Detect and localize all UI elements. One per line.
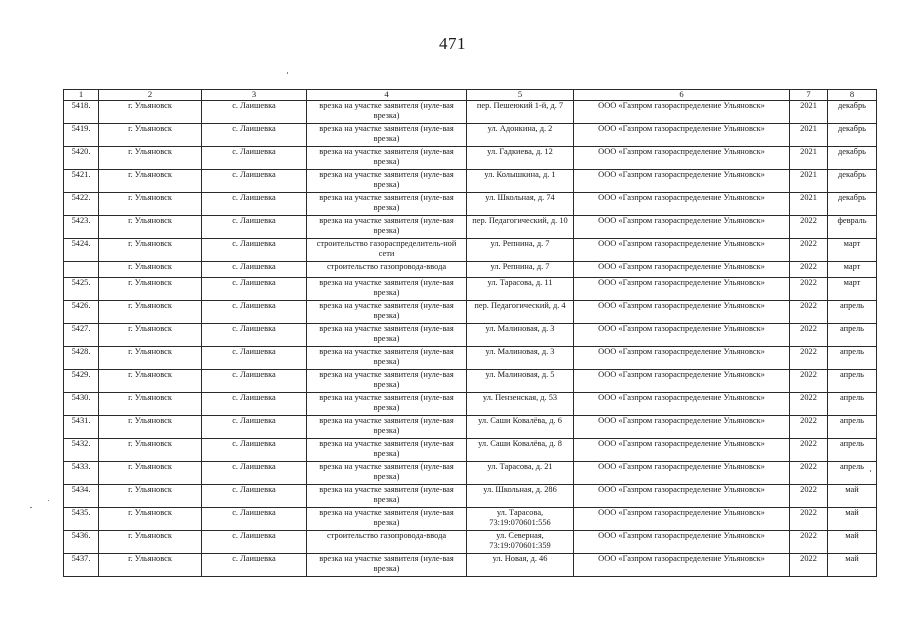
address-cell: ул. Тарасова, д. 11 — [467, 278, 574, 301]
year-cell: 2022 — [790, 508, 828, 531]
address-cell: ул. Тарасова, д. 21 — [467, 462, 574, 485]
work-type-cell: строительство газопровода-ввода — [307, 531, 467, 554]
work-type-cell: врезка на участке заявителя (нуле-вая врезка) — [307, 301, 467, 324]
month-cell: декабрь — [828, 170, 877, 193]
city-cell: г. Ульяновск — [99, 485, 202, 508]
organization-cell: ООО «Газпром газораспределение Ульяновск» — [574, 347, 790, 370]
table-row — [64, 278, 877, 301]
village-cell: с. Лаишевка — [202, 531, 307, 554]
month-cell: апрель — [828, 462, 877, 485]
work-type-cell: строительство газопровода-ввода — [307, 262, 467, 278]
city-cell: г. Ульяновск — [99, 239, 202, 262]
city-cell: г. Ульяновск — [99, 170, 202, 193]
header-row — [64, 90, 877, 101]
organization-cell: ООО «Газпром газораспределение Ульяновск» — [574, 416, 790, 439]
address-cell: ул. Новая, д. 46 — [467, 554, 574, 577]
table-row — [64, 462, 877, 485]
organization-cell: ООО «Газпром газораспределение Ульяновск» — [574, 531, 790, 554]
work-type-cell: врезка на участке заявителя (нуле-вая врезка) — [307, 554, 467, 577]
work-type-cell: врезка на участке заявителя (нуле-вая врезка) — [307, 439, 467, 462]
village-cell: с. Лаишевка — [202, 324, 307, 347]
village-cell: с. Лаишевка — [202, 262, 307, 278]
village-cell: с. Лаишевка — [202, 416, 307, 439]
organization-cell: ООО «Газпром газораспределение Ульяновск» — [574, 393, 790, 416]
table-row — [64, 216, 877, 239]
table-row — [64, 416, 877, 439]
city-cell: г. Ульяновск — [99, 393, 202, 416]
row-number-cell: 5434. — [64, 485, 99, 508]
table-row — [64, 170, 877, 193]
village-cell: с. Лаишевка — [202, 193, 307, 216]
village-cell: с. Лаишевка — [202, 124, 307, 147]
work-type-cell: врезка на участке заявителя (нуле-вая врезка) — [307, 347, 467, 370]
month-cell: март — [828, 278, 877, 301]
table-row — [64, 370, 877, 393]
city-cell: г. Ульяновск — [99, 370, 202, 393]
year-cell: 2021 — [790, 193, 828, 216]
city-cell: г. Ульяновск — [99, 324, 202, 347]
village-cell: с. Лаишевка — [202, 393, 307, 416]
year-cell: 2022 — [790, 531, 828, 554]
work-type-cell: врезка на участке заявителя (нуле-вая врезка) — [307, 324, 467, 347]
organization-cell: ООО «Газпром газораспределение Ульяновск» — [574, 462, 790, 485]
month-cell: апрель — [828, 347, 877, 370]
village-cell: с. Лаишевка — [202, 301, 307, 324]
village-cell: с. Лаишевка — [202, 439, 307, 462]
address-cell: ул. Тарасова, 73:19:070601:556 — [467, 508, 574, 531]
organization-cell: ООО «Газпром газораспределение Ульяновск» — [574, 324, 790, 347]
table-row — [64, 262, 877, 278]
header-cell: 8 — [828, 90, 877, 101]
address-cell: ул. Адонкина, д. 2 — [467, 124, 574, 147]
city-cell: г. Ульяновск — [99, 262, 202, 278]
address-cell: ул. Гадкиева, д. 12 — [467, 147, 574, 170]
organization-cell: ООО «Газпром газораспределение Ульяновск» — [574, 554, 790, 577]
page-number: 471 — [439, 34, 466, 53]
address-cell: ул. Малиновая, д. 3 — [467, 324, 574, 347]
address-cell: ул. Саши Ковалёва, д. 8 — [467, 439, 574, 462]
year-cell: 2021 — [790, 101, 828, 124]
row-number-cell: 5422. — [64, 193, 99, 216]
scan-speck — [48, 500, 49, 501]
table-row — [64, 485, 877, 508]
scan-speck — [30, 507, 32, 508]
organization-cell: ООО «Газпром газораспределение Ульяновск» — [574, 508, 790, 531]
year-cell: 2022 — [790, 347, 828, 370]
work-type-cell: врезка на участке заявителя (нуле-вая врезка) — [307, 393, 467, 416]
table-row — [64, 508, 877, 531]
row-number-cell: 5436. — [64, 531, 99, 554]
row-number-cell: 5431. — [64, 416, 99, 439]
village-cell: с. Лаишевка — [202, 170, 307, 193]
organization-cell: ООО «Газпром газораспределение Ульяновск» — [574, 262, 790, 278]
city-cell: г. Ульяновск — [99, 278, 202, 301]
row-number-cell: 5426. — [64, 301, 99, 324]
table-row — [64, 531, 877, 554]
month-cell: май — [828, 531, 877, 554]
row-number-cell — [64, 262, 99, 278]
header-cell: 7 — [790, 90, 828, 101]
work-type-cell: врезка на участке заявителя (нуле-вая врезка) — [307, 278, 467, 301]
address-cell: пер. Пешеюкий 1-й, д. 7 — [467, 101, 574, 124]
village-cell: с. Лаишевка — [202, 147, 307, 170]
work-type-cell: врезка на участке заявителя (нуле-вая врезка) — [307, 216, 467, 239]
city-cell: г. Ульяновск — [99, 101, 202, 124]
village-cell: с. Лаишевка — [202, 485, 307, 508]
row-number-cell: 5433. — [64, 462, 99, 485]
organization-cell: ООО «Газпром газораспределение Ульяновск» — [574, 485, 790, 508]
organization-cell: ООО «Газпром газораспределение Ульяновск» — [574, 124, 790, 147]
row-number-cell: 5428. — [64, 347, 99, 370]
month-cell: декабрь — [828, 147, 877, 170]
row-number-cell: 5424. — [64, 239, 99, 262]
row-number-cell: 5427. — [64, 324, 99, 347]
row-number-cell: 5418. — [64, 101, 99, 124]
organization-cell: ООО «Газпром газораспределение Ульяновск» — [574, 301, 790, 324]
header-cell: 6 — [574, 90, 790, 101]
row-number-cell: 5435. — [64, 508, 99, 531]
address-cell: ул. Пензенская, д. 53 — [467, 393, 574, 416]
month-cell: декабрь — [828, 193, 877, 216]
address-cell: ул. Школьная, д. 286 — [467, 485, 574, 508]
year-cell: 2022 — [790, 216, 828, 239]
year-cell: 2022 — [790, 370, 828, 393]
header-cell: 5 — [467, 90, 574, 101]
address-cell: ул. Школьная, д. 74 — [467, 193, 574, 216]
month-cell: апрель — [828, 416, 877, 439]
work-type-cell: врезка на участке заявителя (нуле-вая врезка) — [307, 416, 467, 439]
row-number-cell: 5421. — [64, 170, 99, 193]
table-row — [64, 239, 877, 262]
header-cell: 3 — [202, 90, 307, 101]
month-cell: февраль — [828, 216, 877, 239]
table-row — [64, 439, 877, 462]
village-cell: с. Лаишевка — [202, 508, 307, 531]
city-cell: г. Ульяновск — [99, 147, 202, 170]
village-cell: с. Лаишевка — [202, 278, 307, 301]
work-type-cell: строительство газораспределитель-ной сети — [307, 239, 467, 262]
year-cell: 2021 — [790, 147, 828, 170]
village-cell: с. Лаишевка — [202, 462, 307, 485]
city-cell: г. Ульяновск — [99, 439, 202, 462]
month-cell: март — [828, 262, 877, 278]
table-row — [64, 193, 877, 216]
work-type-cell: врезка на участке заявителя (нуле-вая врезка) — [307, 193, 467, 216]
work-type-cell: врезка на участке заявителя (нуле-вая врезка) — [307, 485, 467, 508]
work-type-cell: врезка на участке заявителя (нуле-вая врезка) — [307, 101, 467, 124]
organization-cell: ООО «Газпром газораспределение Ульяновск» — [574, 370, 790, 393]
organization-cell: ООО «Газпром газораспределение Ульяновск» — [574, 101, 790, 124]
row-number-cell: 5432. — [64, 439, 99, 462]
registry-table — [63, 89, 877, 577]
month-cell: апрель — [828, 439, 877, 462]
month-cell: май — [828, 508, 877, 531]
year-cell: 2022 — [790, 262, 828, 278]
village-cell: с. Лаишевка — [202, 554, 307, 577]
address-cell: пер. Педагогический, д. 10 — [467, 216, 574, 239]
address-cell: пер. Педагогический, д. 4 — [467, 301, 574, 324]
table-row — [64, 124, 877, 147]
work-type-cell: врезка на участке заявителя (нуле-вая врезка) — [307, 508, 467, 531]
year-cell: 2022 — [790, 239, 828, 262]
address-cell: ул. Северная, 73:19:070601:359 — [467, 531, 574, 554]
row-number-cell: 5437. — [64, 554, 99, 577]
address-cell: ул. Колышкина, д. 1 — [467, 170, 574, 193]
city-cell: г. Ульяновск — [99, 301, 202, 324]
address-cell: ул. Саши Ковалёва, д. 6 — [467, 416, 574, 439]
work-type-cell: врезка на участке заявителя (нуле-вая врезка) — [307, 124, 467, 147]
organization-cell: ООО «Газпром газораспределение Ульяновск» — [574, 216, 790, 239]
month-cell: декабрь — [828, 101, 877, 124]
month-cell: декабрь — [828, 124, 877, 147]
city-cell: г. Ульяновск — [99, 193, 202, 216]
city-cell: г. Ульяновск — [99, 508, 202, 531]
city-cell: г. Ульяновск — [99, 416, 202, 439]
table-row — [64, 347, 877, 370]
address-cell: ул. Репнина, д. 7 — [467, 262, 574, 278]
organization-cell: ООО «Газпром газораспределение Ульяновск» — [574, 239, 790, 262]
table-row — [64, 554, 877, 577]
year-cell: 2021 — [790, 124, 828, 147]
month-cell: май — [828, 485, 877, 508]
scan-speck — [287, 72, 288, 74]
header-cell: 4 — [307, 90, 467, 101]
year-cell: 2022 — [790, 554, 828, 577]
table-row — [64, 393, 877, 416]
month-cell: апрель — [828, 324, 877, 347]
organization-cell: ООО «Газпром газораспределение Ульяновск» — [574, 170, 790, 193]
village-cell: с. Лаишевка — [202, 347, 307, 370]
table-row — [64, 147, 877, 170]
address-cell: ул. Малиновая, д. 5 — [467, 370, 574, 393]
work-type-cell: врезка на участке заявителя (нуле-вая врезка) — [307, 147, 467, 170]
year-cell: 2022 — [790, 278, 828, 301]
year-cell: 2021 — [790, 170, 828, 193]
row-number-cell: 5429. — [64, 370, 99, 393]
month-cell: апрель — [828, 370, 877, 393]
header-cell: 2 — [99, 90, 202, 101]
village-cell: с. Лаишевка — [202, 216, 307, 239]
month-cell: апрель — [828, 301, 877, 324]
city-cell: г. Ульяновск — [99, 462, 202, 485]
month-cell: апрель — [828, 393, 877, 416]
organization-cell: ООО «Газпром газораспределение Ульяновск» — [574, 439, 790, 462]
month-cell: май — [828, 554, 877, 577]
year-cell: 2022 — [790, 462, 828, 485]
row-number-cell: 5420. — [64, 147, 99, 170]
row-number-cell: 5430. — [64, 393, 99, 416]
organization-cell: ООО «Газпром газораспределение Ульяновск» — [574, 278, 790, 301]
city-cell: г. Ульяновск — [99, 216, 202, 239]
work-type-cell: врезка на участке заявителя (нуле-вая врезка) — [307, 370, 467, 393]
table-row — [64, 301, 877, 324]
address-cell: ул. Репнина, д. 7 — [467, 239, 574, 262]
table-row — [64, 324, 877, 347]
address-cell: ул. Малиновая, д. 3 — [467, 347, 574, 370]
organization-cell: ООО «Газпром газораспределение Ульяновск» — [574, 193, 790, 216]
month-cell: март — [828, 239, 877, 262]
year-cell: 2022 — [790, 393, 828, 416]
city-cell: г. Ульяновск — [99, 124, 202, 147]
row-number-cell: 5419. — [64, 124, 99, 147]
work-type-cell: врезка на участке заявителя (нуле-вая врезка) — [307, 170, 467, 193]
village-cell: с. Лаишевка — [202, 101, 307, 124]
city-cell: г. Ульяновск — [99, 531, 202, 554]
village-cell: с. Лаишевка — [202, 370, 307, 393]
row-number-cell: 5425. — [64, 278, 99, 301]
header-cell: 1 — [64, 90, 99, 101]
table-row — [64, 101, 877, 124]
year-cell: 2022 — [790, 439, 828, 462]
year-cell: 2022 — [790, 301, 828, 324]
row-number-cell: 5423. — [64, 216, 99, 239]
organization-cell: ООО «Газпром газораспределение Ульяновск» — [574, 147, 790, 170]
village-cell: с. Лаишевка — [202, 239, 307, 262]
work-type-cell: врезка на участке заявителя (нуле-вая врезка) — [307, 462, 467, 485]
city-cell: г. Ульяновск — [99, 554, 202, 577]
year-cell: 2022 — [790, 485, 828, 508]
city-cell: г. Ульяновск — [99, 347, 202, 370]
year-cell: 2022 — [790, 416, 828, 439]
table-body — [64, 101, 877, 577]
year-cell: 2022 — [790, 324, 828, 347]
